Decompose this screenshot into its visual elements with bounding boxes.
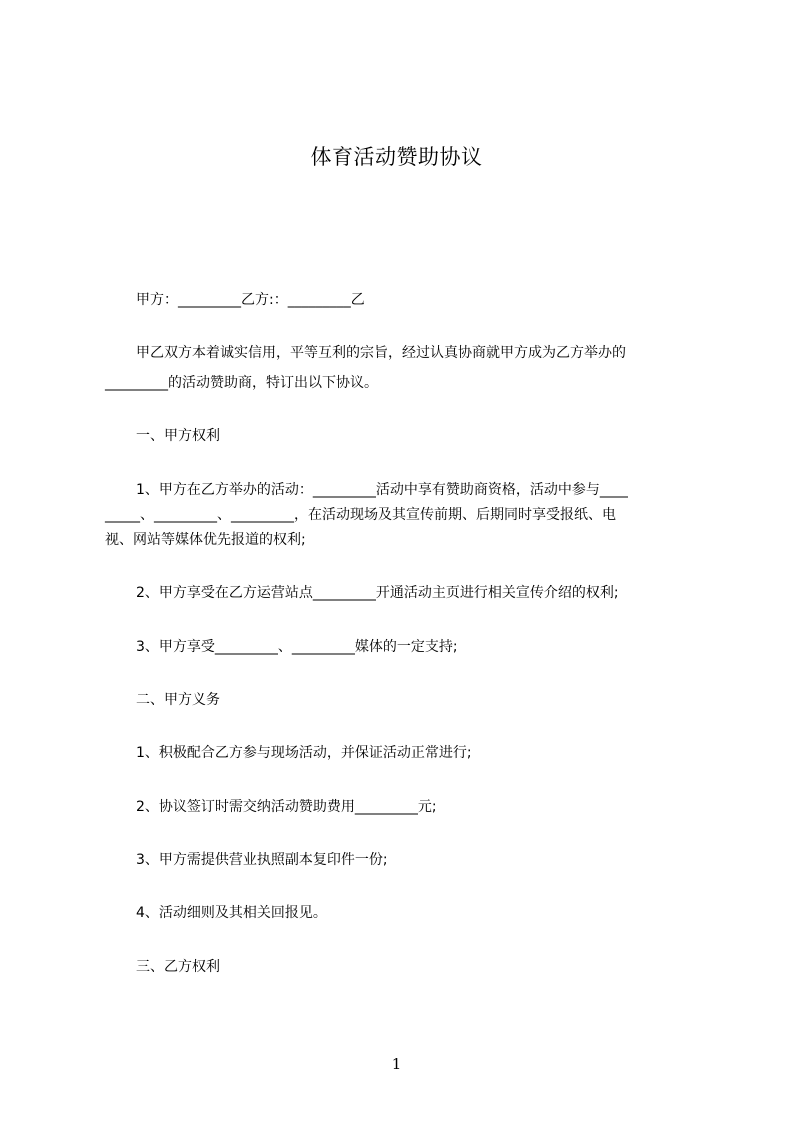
- section-2-item-4: 4、活动细则及其相关回报见。: [136, 905, 327, 921]
- section-3-heading: 三、乙方权利: [136, 959, 220, 975]
- intro-line-1: 甲乙双方本着诚实信用，平等互利的宗旨，经过认真协商就甲方成为乙方举办的: [136, 345, 626, 361]
- section-1-heading: 一、甲方权利: [136, 428, 220, 444]
- section-2-item-1: 1、积极配合乙方参与现场活动，并保证活动正常进行;: [136, 745, 472, 761]
- section-1-item-1: [105, 480, 628, 550]
- intro-paragraph: [105, 343, 626, 393]
- section-1-item-2: 2、甲方享受在乙方运营站点_________开通活动主页进行相关宣传介绍的权利;: [136, 585, 619, 601]
- section-1-item-1-line-1: 1、甲方在乙方举办的活动：_________活动中享有赞助商资格，活动中参与____: [136, 482, 628, 498]
- section-1-item-3: 3、甲方享受_________、_________媒体的一定支持;: [136, 639, 458, 655]
- section-2-item-2: 2、协议签订时需交纳活动赞助费用_________元;: [136, 799, 437, 815]
- section-2-item-3: 3、甲方需提供营业执照副本复印件一份;: [136, 852, 388, 868]
- section-2-heading: 二、甲方义务: [136, 692, 220, 708]
- document-title: 体育活动赞助协议: [310, 145, 483, 169]
- section-1-item-1-line-3: 视、网站等媒体优先报道的权利;: [105, 532, 306, 548]
- page-number: 1: [391, 1055, 402, 1073]
- parties-line: 甲方：_________乙方:：_________乙: [136, 292, 365, 308]
- intro-line-2: _________的活动赞助商，特订出以下协议。: [105, 375, 378, 391]
- section-1-item-1-line-2: _____、_________、_________，在活动现场及其宣传前期、后期同时享受报纸、电: [105, 507, 616, 523]
